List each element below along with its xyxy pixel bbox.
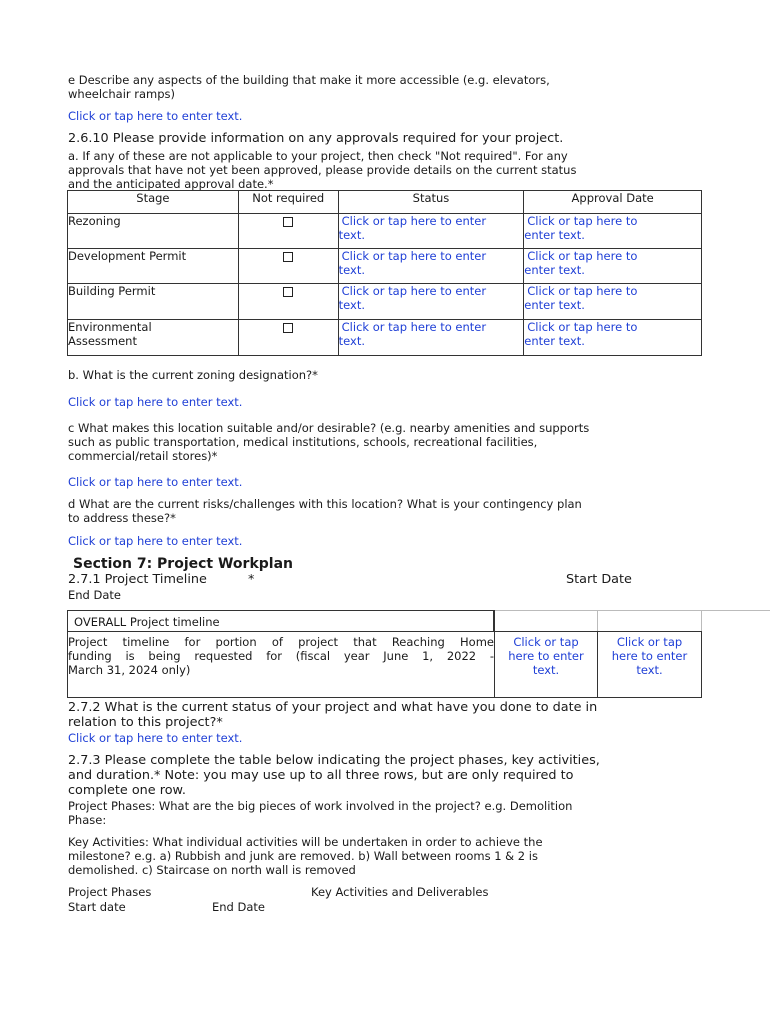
- end-text-3: text.: [636, 663, 663, 677]
- approvals-table: [67, 190, 702, 356]
- stage-cell: [68, 320, 239, 356]
- status-field[interactable]: [338, 249, 524, 284]
- timeline-end-date-field[interactable]: [598, 635, 701, 677]
- stage-cell: [68, 249, 239, 284]
- question-c-line1: c What makes this location suitable and/or desirable? (e.g. nearby amenities and supports: [68, 421, 590, 435]
- answer-272-placeholder[interactable]: Click or tap here to enter text.: [68, 731, 243, 745]
- approvals-instr-line1: a. If any of these are not applicable to your project, then check "Not required". For any: [68, 149, 568, 163]
- not-required-checkbox[interactable]: [283, 217, 293, 227]
- phases-desc-line1: Project Phases: What are the big pieces of work involved in the project? e.g. Demolition: [68, 799, 573, 813]
- answer-b-placeholder[interactable]: Click or tap here to enter text.: [68, 395, 243, 409]
- phases-desc-line2: Phase:: [68, 813, 107, 827]
- approval-date-field[interactable]: [524, 320, 702, 356]
- header-not-required: Not required: [238, 191, 338, 214]
- not-required-cell: [238, 249, 338, 284]
- date-text-2: enter text.: [524, 228, 585, 242]
- question-c-line3: commercial/retail stores)*: [68, 449, 218, 463]
- stage-label: Development Permit: [68, 249, 187, 263]
- approval-date-field[interactable]: [524, 249, 702, 284]
- end-text-1: Click or tap: [616, 635, 683, 649]
- table-row: [68, 320, 702, 356]
- date-text-1: Click or tap here to: [527, 320, 638, 334]
- table-row: [68, 214, 702, 249]
- approvals-instr-line2: approvals that have not yet been approved, please provide details on the current status: [68, 163, 577, 177]
- timeline-row-text: [68, 635, 494, 677]
- timeline-start-date-field[interactable]: [495, 635, 597, 677]
- timeline-header-cell: [67, 610, 494, 631]
- question-c-line2: such as public transportation, medical institutions, schools, recreational facilities,: [68, 435, 538, 449]
- approval-date-field[interactable]: [524, 214, 702, 249]
- date-text-2: enter text.: [524, 263, 585, 277]
- table-row: [68, 249, 702, 284]
- not-required-cell: [238, 214, 338, 249]
- approvals-title: 2.6.10 Please provide information on any approvals required for your project.: [68, 131, 564, 146]
- end-text-2: here to enter: [611, 649, 688, 663]
- column-end-date: End Date: [212, 900, 265, 914]
- question-e-line1: e Describe any aspects of the building that make it more accessible (e.g. elevators,: [68, 73, 550, 87]
- answer-d-placeholder[interactable]: Click or tap here to enter text.: [68, 534, 243, 548]
- approvals-instr-line3: and the anticipated approval date.*: [68, 177, 274, 191]
- column-key-activities: Key Activities and Deliverables: [311, 885, 489, 899]
- status-text-2: text.: [338, 228, 366, 242]
- timeline-header: OVERALL Project timeline: [74, 615, 220, 629]
- question-272-line1: 2.7.2 What is the current status of your project and what have you done to date in: [68, 700, 598, 715]
- question-273-line3: complete one row.: [68, 783, 186, 798]
- key-activities-line1: Key Activities: What individual activities will be undertaken in order to achieve the: [68, 835, 543, 849]
- question-d-line1: d What are the current risks/challenges with this location? What is your contingency plan: [68, 497, 582, 511]
- divider: [701, 610, 702, 631]
- question-273-line1: 2.7.3 Please complete the table below indicating the project phases, key activities,: [68, 753, 600, 768]
- status-field[interactable]: [338, 320, 524, 356]
- approvals-header-row: [68, 191, 702, 214]
- status-text-2: text.: [338, 334, 366, 348]
- answer-e-placeholder[interactable]: Click or tap here to enter text.: [68, 109, 243, 123]
- timeline-row-text-3: March 31, 2024 only): [68, 663, 191, 677]
- not-required-checkbox[interactable]: [283, 323, 293, 333]
- not-required-checkbox[interactable]: [283, 287, 293, 297]
- status-field[interactable]: [338, 284, 524, 320]
- key-activities-line2: milestone? e.g. a) Rubbish and junk are removed. b) Wall between rooms 1 & 2 is: [68, 849, 538, 863]
- stage-cell: [68, 284, 239, 320]
- start-text-3: text.: [532, 663, 560, 677]
- status-text-1: Click or tap here to enter: [341, 214, 487, 228]
- start-date-label: Start Date: [566, 572, 632, 587]
- date-text-2: enter text.: [524, 334, 585, 348]
- section-7-heading: Section 7: Project Workplan: [73, 556, 293, 572]
- question-273-line2: and duration.* Note: you may use up to all three rows, but are only required to: [68, 768, 574, 783]
- date-text-1: Click or tap here to: [527, 249, 638, 263]
- stage-cell: [68, 214, 239, 249]
- status-text-1: Click or tap here to enter: [341, 320, 487, 334]
- question-b: b. What is the current zoning designation?*: [68, 368, 318, 382]
- column-project-phases: Project Phases: [68, 885, 152, 899]
- status-text-2: text.: [338, 298, 366, 312]
- stage-label: Building Permit: [68, 284, 156, 298]
- project-timeline-label: 2.7.1 Project Timeline: [68, 572, 207, 587]
- question-e-line2: wheelchair ramps): [68, 87, 176, 101]
- status-text-2: text.: [338, 263, 366, 277]
- question-d-line2: to address these?*: [68, 511, 176, 525]
- column-start-date: Start date: [68, 900, 126, 914]
- status-text-1: Click or tap here to enter: [341, 284, 487, 298]
- table-row: [68, 284, 702, 320]
- status-field[interactable]: [338, 214, 524, 249]
- not-required-cell: [238, 284, 338, 320]
- stage-label: Environmental: [68, 320, 152, 334]
- stage-label: Rezoning: [68, 214, 121, 228]
- date-text-1: Click or tap here to: [527, 214, 638, 228]
- header-approval-date: Approval Date: [524, 191, 702, 214]
- date-text-2: enter text.: [524, 298, 585, 312]
- approval-date-field[interactable]: [524, 284, 702, 320]
- timeline-row-text-1: Project timeline for portion of project that Reaching Home: [68, 635, 494, 649]
- not-required-cell: [238, 320, 338, 356]
- date-text-1: Click or tap here to: [527, 284, 638, 298]
- stage-label-2: Assessment: [68, 334, 137, 348]
- start-text-2: here to enter: [508, 649, 584, 663]
- header-stage: Stage: [68, 191, 239, 214]
- end-date-label: End Date: [68, 588, 121, 602]
- timeline-header-empty: [494, 610, 770, 631]
- required-asterisk: *: [248, 572, 255, 587]
- header-status: Status: [338, 191, 524, 214]
- key-activities-line3: demolished. c) Staircase on north wall is removed: [68, 863, 356, 877]
- answer-c-placeholder[interactable]: Click or tap here to enter text.: [68, 475, 243, 489]
- start-text-1: Click or tap: [513, 635, 579, 649]
- timeline-row-text-2: funding is being requested for (fiscal year June 1, 2022 -: [68, 649, 494, 663]
- not-required-checkbox[interactable]: [283, 252, 293, 262]
- status-text-1: Click or tap here to enter: [341, 249, 487, 263]
- question-272-line2: relation to this project?*: [68, 715, 223, 730]
